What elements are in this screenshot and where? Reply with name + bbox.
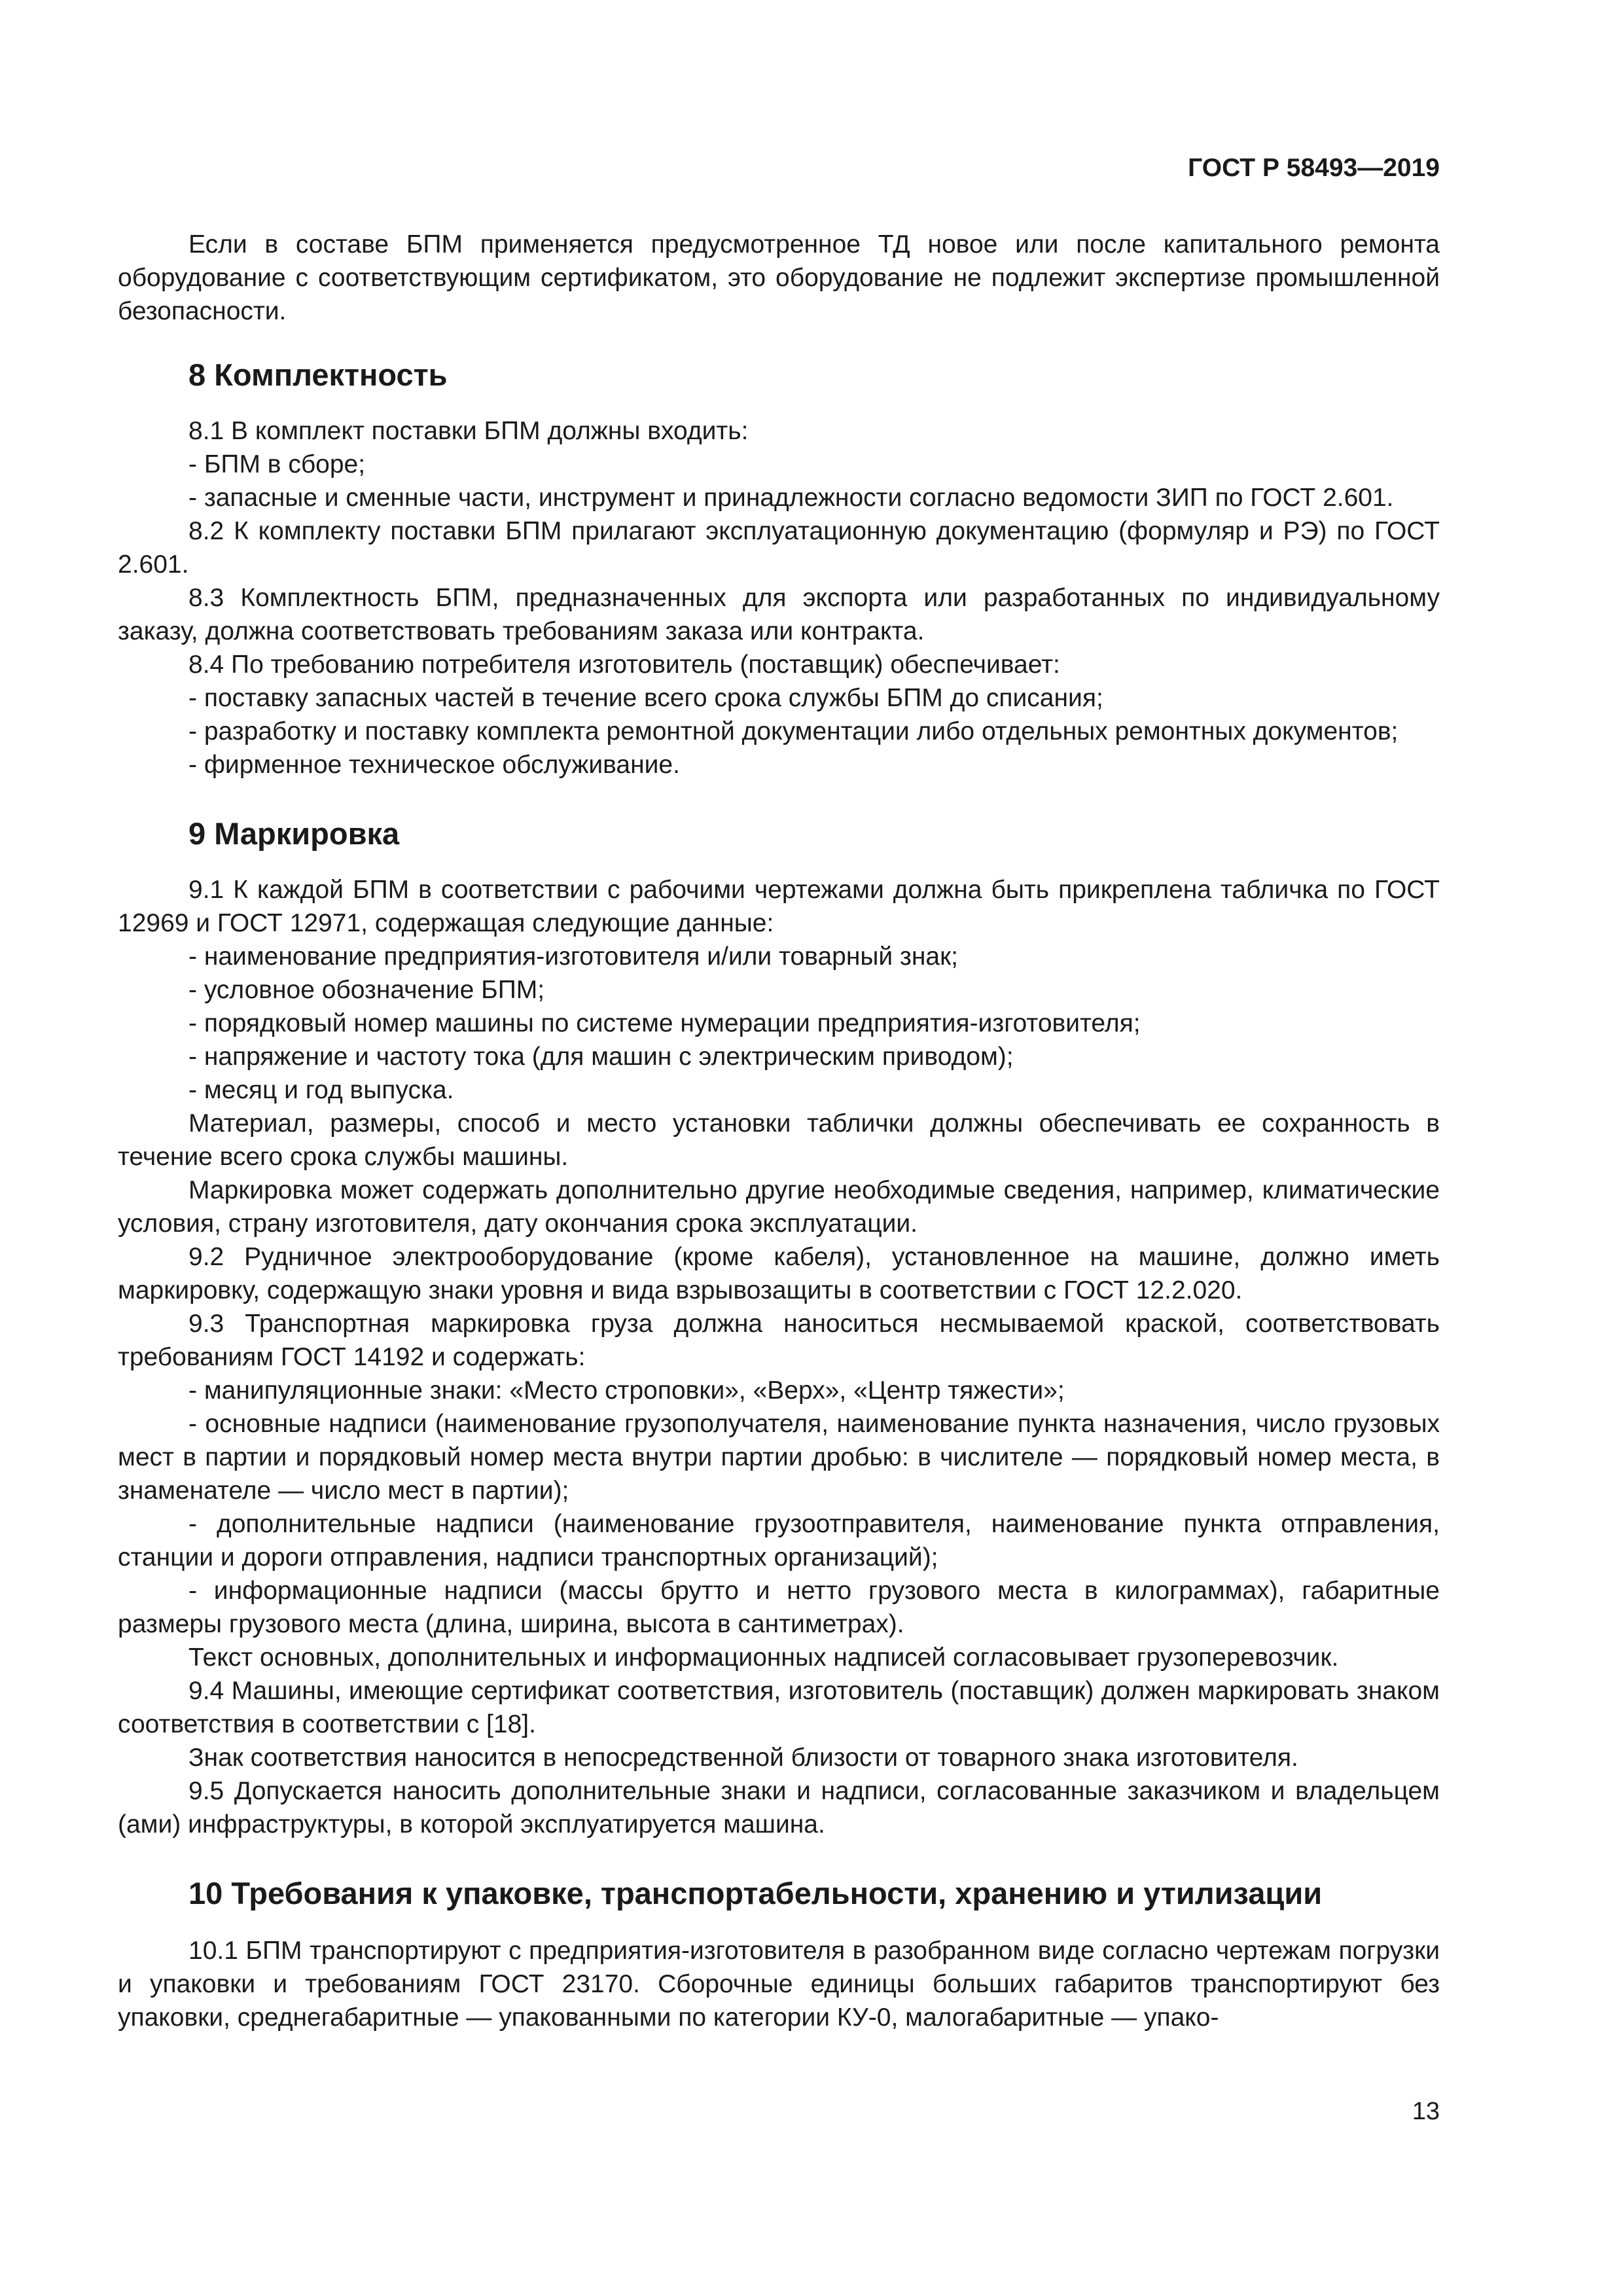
section-9-title: 9 Маркировка bbox=[188, 816, 400, 851]
page-number: 13 bbox=[1412, 2098, 1440, 2125]
clause-8-3: 8.3 Комплектность БПМ, предназначенных для экспорта или разработанных по индивидуальному заказу, должна соответствовать требованиям заказа или контракта. bbox=[118, 584, 1440, 645]
clause-9-2: 9.2 Рудничное электрооборудование (кроме кабеля), установленное на машине, должно иметь маркировку, содержащую знаки уровня и вида взрывозащиты в соответствии с ГОСТ 12.2.020. bbox=[118, 1243, 1440, 1304]
list-item: - дополнительные надписи (наименование грузоотправителя, наименование пункта отправления, станции и дороги отправления, надписи транспортных организаций); bbox=[118, 1510, 1440, 1571]
clause-9-4: 9.4 Машины, имеющие сертификат соответствия, изготовитель (поставщик) должен маркировать знаком соответствия в соответствии с [18]. bbox=[118, 1677, 1440, 1738]
list-item: - фирменное техническое обслуживание. bbox=[188, 751, 680, 779]
clause-9-1-note: Маркировка может содержать дополнительно другие необходимые сведения, например, климатические условия, страну изготовителя, дату окончания срока эксплуатации. bbox=[118, 1176, 1440, 1238]
clause-9-1-note: Материал, размеры, способ и место установки таблички должны обеспечивать ее сохранность в течение всего срока службы машины. bbox=[118, 1109, 1440, 1171]
clause-10-1: 10.1 БПМ транспортируют с предприятия-изготовителя в разобранном виде согласно чертежам погрузки и упаковки и требованиям ГОСТ 23170. Сборочные единицы больших габаритов транспортируют без упаковки, среднегабаритные — упакованными по категории КУ-0, малогабаритные — упако- bbox=[118, 1937, 1440, 2032]
list-item: - порядковый номер машины по системе нумерации предприятия-изготовителя; bbox=[188, 1009, 1141, 1037]
document-code: ГОСТ Р 58493—2019 bbox=[1188, 154, 1440, 182]
list-item: - наименование предприятия-изготовителя и/или товарный знак; bbox=[188, 942, 959, 971]
clause-8-4: 8.4 По требованию потребителя изготовитель (поставщик) обеспечивает: bbox=[188, 651, 1060, 679]
list-item: - основные надписи (наименование грузополучателя, наименование пункта назначения, число грузовых мест в партии и порядковый номер места внутри партии дробью: в числителе — порядковый номер места, в знаменателе — число мест в партии); bbox=[118, 1410, 1440, 1505]
list-item: - разработку и поставку комплекта ремонтной документации либо отдельных ремонтных документов; bbox=[188, 717, 1399, 745]
clause-8-2: 8.2 К комплекту поставки БПМ прилагают эксплуатационную документацию (формуляр и РЭ) по ГОСТ 2.601. bbox=[118, 517, 1440, 579]
clause-9-3: 9.3 Транспортная маркировка груза должна наноситься несмываемой краской, соответствовать требованиям ГОСТ 14192 и содержать: bbox=[118, 1310, 1440, 1371]
intro-paragraph: Если в составе БПМ применяется предусмотренное ТД новое или после капитального ремонта оборудование с соответствующим сертификатом, это оборудование не подлежит экспертизе промышленной безопасности. bbox=[118, 230, 1440, 325]
list-item: - напряжение и частоту тока (для машин с электрическим приводом); bbox=[188, 1043, 1014, 1071]
list-item: - БПМ в сборе; bbox=[188, 450, 366, 478]
clause-9-4-note: Знак соответствия наносится в непосредственной близости от товарного знака изготовителя. bbox=[188, 1744, 1298, 1772]
document-body bbox=[118, 228, 1440, 2034]
list-item: - условное обозначение БПМ; bbox=[188, 976, 545, 1004]
clause-9-3-note: Текст основных, дополнительных и информационных надписей согласовывает грузоперевозчик. bbox=[188, 1643, 1339, 1672]
section-10-title: 10 Требования к упаковке, транспортабельности, хранению и утилизации bbox=[188, 1876, 1323, 1910]
list-item: - месяц и год выпуска. bbox=[188, 1076, 454, 1104]
clause-9-1: 9.1 К каждой БПМ в соответствии с рабочими чертежами должна быть прикреплена табличка по ГОСТ 12969 и ГОСТ 12971, содержащая следующие данные: bbox=[118, 876, 1440, 937]
list-item: - информационные надписи (массы брутто и нетто грузового места в килограммах), габаритные размеры грузового места (длина, ширина, высота в сантиметрах). bbox=[118, 1577, 1440, 1638]
list-item: - запасные и сменные части, инструмент и принадлежности согласно ведомости ЗИП по ГОСТ 2.601. bbox=[188, 484, 1394, 512]
list-item: - поставку запасных частей в течение всего срока службы БПМ до списания; bbox=[188, 684, 1103, 712]
section-8-title: 8 Комплектность bbox=[188, 357, 448, 392]
clause-9-5: 9.5 Допускается наносить дополнительные знаки и надписи, согласованные заказчиком и владельцем (ами) инфраструктуры, в которой эксплуатируется машина. bbox=[118, 1777, 1440, 1839]
list-item: - манипуляционные знаки: «Место строповки», «Верх», «Центр тяжести»; bbox=[188, 1376, 1065, 1405]
clause-8-1: 8.1 В комплект поставки БПМ должны входить: bbox=[188, 417, 749, 445]
